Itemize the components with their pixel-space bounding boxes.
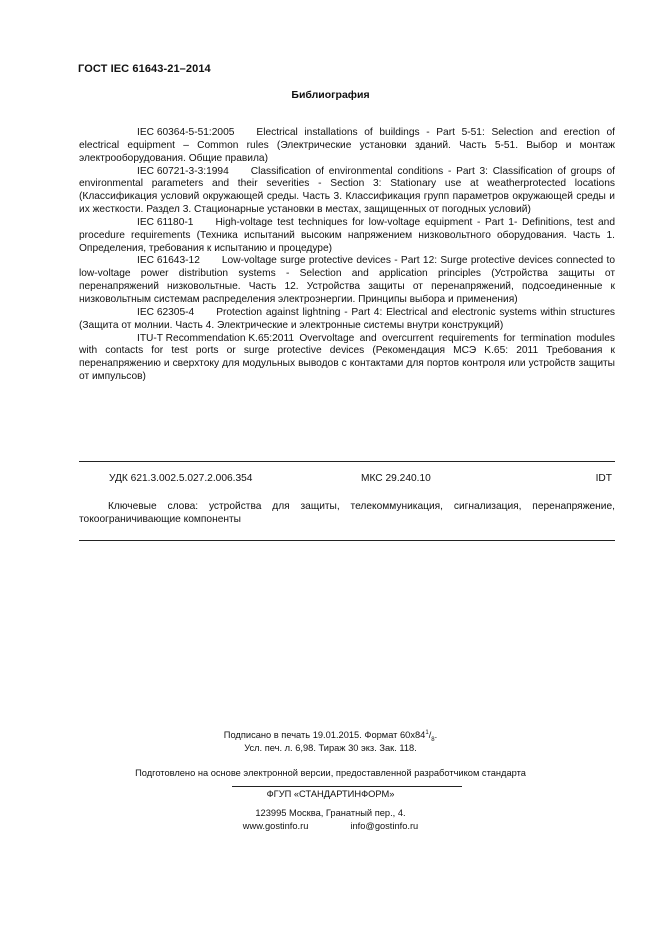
section-title: Библиография	[291, 89, 370, 101]
udk-code: УДК 621.3.002.5.027.2.006.354	[109, 473, 253, 484]
publisher-divider	[232, 786, 462, 787]
standard-code: IEC 61643-12	[137, 255, 200, 267]
bibliography-entry	[79, 333, 615, 384]
print-details: Усл. печ. л. 6,98. Тираж 30 экз. Зак. 118.	[244, 743, 417, 753]
standard-code: IEC 60721-3-3:1994	[137, 165, 229, 177]
bibliography-entry	[79, 127, 615, 166]
divider-bottom	[79, 540, 615, 541]
publisher-address: 123995 Москва, Гранатный пер., 4.	[255, 808, 406, 818]
standard-code: ITU-T Recommendation K.65:2011	[137, 332, 295, 344]
bibliography-list	[79, 127, 615, 384]
standard-title: Electrical installations of buildings - Part 5-51: Selection and erection of electrical equipment – Common rules (Электрические установки зданий. Часть 5-51. Выбор и монтаж электрооборудования. Общие правила)	[79, 127, 615, 164]
standard-title: Classification of environmental conditions - Part 3: Classification of groups of environmental parameters and their severities - Section 3: Stationary use at weatherprotected locations (Классификация условий окружающей среды. Часть 3. Классификация групп параметров окружающей среды и их жесткости. Раздел 3. Стационарные установки в местах, защищенных от погодных условий)	[79, 165, 615, 216]
email-link[interactable]: info@gostinfo.ru	[350, 821, 419, 831]
standard-title: High-voltage test techniques for low-voltage equipment - Part 1- Definitions, test and procedure requirements (Техника испытаний высоким напряжением низковольтного оборудования. Часть 1. Определения, требования к испытанию и процедуре)	[79, 216, 615, 254]
divider-top	[79, 461, 615, 462]
publisher-contacts	[0, 821, 661, 831]
standard-title: Overvoltage and overcurrent requirements for termination modules with contacts for test ports or surge protective devices (Рекомендация МСЭ K.65: 2011 Требования к перенапряжению и сверхтоку для модульных выводов с контактами для портов контроля или устройств защиты от импульсов)	[79, 332, 615, 383]
document-identifier: ГОСТ IEC 61643-21–2014	[78, 63, 211, 75]
website-link[interactable]: www.gostinfo.ru	[242, 821, 309, 831]
keywords: Ключевые слова: устройства для защиты, телекоммуникация, сигнализация, перенапряжение, токоограничивающие компоненты	[79, 501, 615, 525]
standard-title: Low-voltage surge protective devices - Part 12: Surge protective devices connected to low-voltage power distribution systems - Selection and application principles (Устройства защиты от перенапряжений низковольтные. Часть 12. Устройства защиты от перенапряжений, подсоединенные к низковольтным системам распределения электроэнергии. Принципы выбора и применения)	[79, 255, 615, 305]
publisher-name: ФГУП «СТАНДАРТИНФОРМ»	[266, 789, 395, 799]
signed-for-print: Подписано в печать 19.01.2015. Формат $60х84^1/_8$.	[223, 730, 438, 743]
bibliography-entry	[79, 255, 615, 306]
prepared-note: Подготовлено на основе электронной версии, предоставленной разработчиком стандарта	[135, 768, 526, 778]
classification-row	[79, 473, 615, 487]
standard-title: Protection against lightning - Part 4: Electrical and electronic systems within structures (Защита от молнии. Часть 4. Электрические и электронные системы внутри конструкций)	[79, 306, 615, 331]
standard-code: IEC 61180-1	[137, 216, 194, 228]
standard-code: IEC 60364-5-51:2005	[137, 127, 235, 138]
bibliography-entry	[79, 307, 615, 333]
idt-marker: IDT	[595, 473, 612, 484]
mks-code: МКС 29.240.10	[361, 473, 431, 484]
bibliography-entry	[79, 217, 615, 256]
standard-code: IEC 62305-4	[137, 306, 195, 318]
bibliography-entry	[79, 166, 615, 217]
